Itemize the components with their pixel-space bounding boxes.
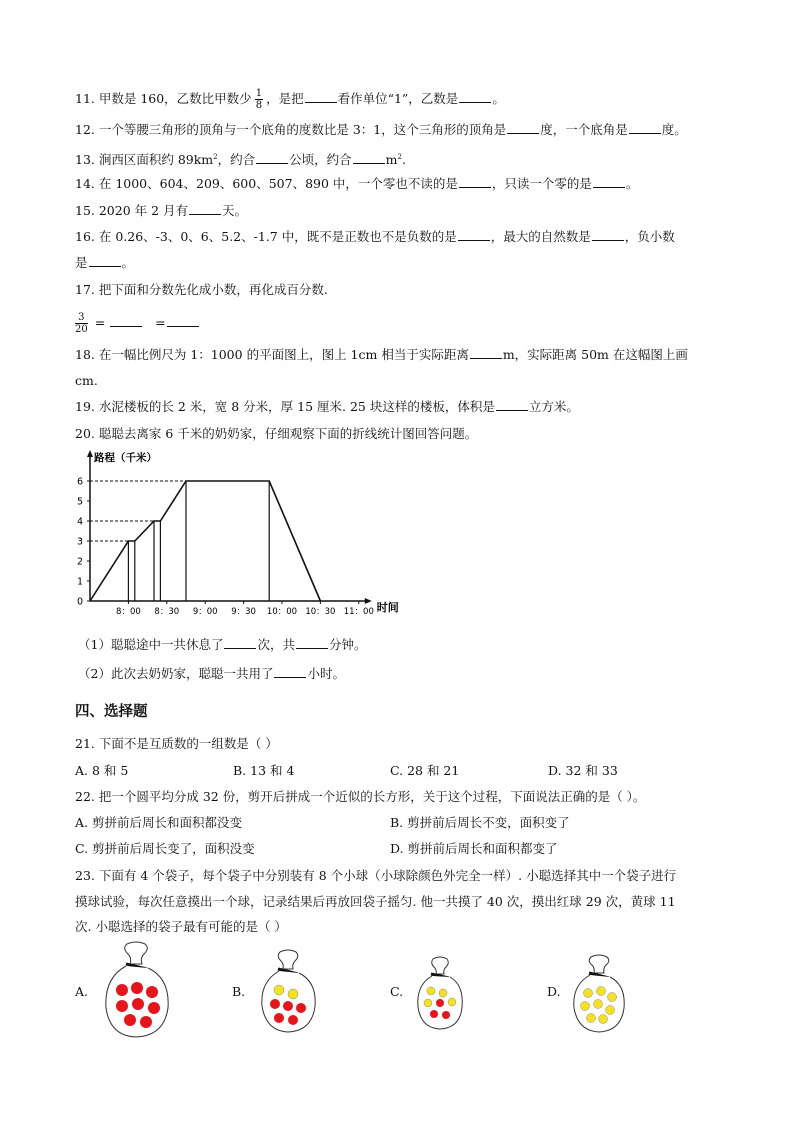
red-ball <box>116 1000 128 1012</box>
q22-option-c[interactable]: C. 剪拼前后周长变了，面积没变 <box>75 841 255 856</box>
answer-blank[interactable] <box>459 175 491 188</box>
question-22: 22. 把一个圆平均分成 32 份，剪开后拼成一个近似的长方形，关于这个过程，下面说法正确的是（ ）。 <box>75 789 646 804</box>
answer-blank[interactable] <box>256 151 288 164</box>
x-tick-label: 10：00 <box>266 607 298 617</box>
red-ball <box>283 1001 293 1011</box>
x-axis-arrow <box>365 598 372 604</box>
x-tick-label: 9：30 <box>231 607 256 617</box>
x-axis-label: 时间 <box>376 601 399 614</box>
q22-option-b[interactable]: B. 剪拼前后周长不变，面积变了 <box>390 815 570 830</box>
answer-blank[interactable] <box>459 90 491 103</box>
yellow-ball <box>608 993 617 1002</box>
yellow-ball <box>584 989 593 998</box>
question-16-line2: 是 。 <box>75 255 135 270</box>
red-ball <box>296 1003 306 1013</box>
red-ball <box>270 999 280 1009</box>
red-ball <box>430 1010 438 1018</box>
red-ball <box>436 999 444 1007</box>
red-ball <box>274 1013 284 1023</box>
answer-blank[interactable] <box>496 398 528 411</box>
question-23: 23. 下面有 4 个袋子，每个袋子中分别装有 8 个小球（小球除颜色外完全一样）. 小聪选择其中一个袋子进行 <box>75 868 677 883</box>
x-tick-label: 10：30 <box>305 607 336 617</box>
q23-option-d[interactable]: D. <box>547 984 561 999</box>
distance-time-line-chart <box>72 447 452 617</box>
question-16: 16. 在 0.26、-3、0、6、5.2、-1.7 中，既不是正数也不是负数的是 ，最大的自然数是 ，负小数 <box>75 229 675 244</box>
x-tick-label: 9：00 <box>192 607 218 617</box>
answer-blank[interactable] <box>89 254 121 267</box>
q23-option-b[interactable]: B. <box>232 984 246 999</box>
yellow-ball <box>288 989 298 999</box>
fraction-one-eighth: $\frac{1}{8}$ <box>255 88 263 111</box>
q21-option-c[interactable]: C. 28 和 21 <box>390 763 460 778</box>
answer-blank[interactable] <box>507 121 539 134</box>
yellow-ball <box>448 998 456 1006</box>
y-tick-label: 5 <box>76 496 83 508</box>
q23-option-c[interactable]: C. <box>390 984 404 999</box>
red-ball <box>146 986 158 998</box>
question-20: 20. 聪聪去离家 6 千米的奶奶家，仔细观察下面的折线统计图回答问题。 <box>75 426 478 441</box>
q22-option-d[interactable]: D. 剪拼前后周长和面积都变了 <box>390 841 558 856</box>
q23-option-a[interactable]: A. <box>75 984 89 999</box>
fraction-three-twentieths: $\frac{3}{20}$ <box>75 312 88 335</box>
y-tick-label: 6 <box>76 476 83 488</box>
answer-blank[interactable] <box>593 175 625 188</box>
question-18: 18. 在一幅比例尺为 1：1000 的平面图上，图上 1cm 相当于实际距离 m，实际距离 50m 在这幅图上画 <box>75 347 688 362</box>
question-23-line2: 摸球试验，每次任意摸出一个球，记录结果后再放回袋子摇匀. 他一共摸了 40 次，摸出红球 29 次，黄球 11 <box>75 894 676 909</box>
answer-blank[interactable] <box>629 121 661 134</box>
red-ball <box>442 1011 450 1019</box>
red-ball <box>148 1002 160 1014</box>
yellow-ball <box>594 1000 603 1009</box>
y-tick-label: 1 <box>76 576 83 588</box>
answer-blank[interactable] <box>470 346 502 359</box>
answer-blank[interactable] <box>167 314 199 327</box>
answer-blank[interactable] <box>224 636 256 649</box>
answer-blank[interactable] <box>458 228 490 241</box>
yellow-ball <box>581 1002 590 1011</box>
bag-b-image[interactable] <box>257 948 319 1034</box>
question-18-line2: cm. <box>75 373 98 388</box>
yellow-ball <box>599 1015 608 1024</box>
question-23-line3: 次. 小聪选择的袋子最有可能的是（ ） <box>75 919 287 934</box>
y-tick-label: 0 <box>76 596 83 608</box>
question-17-expression: $\frac{3}{20}$ = = <box>75 312 200 335</box>
bag-a-image[interactable] <box>100 940 172 1040</box>
y-tick-label: 3 <box>76 536 83 548</box>
yellow-ball <box>424 999 432 1007</box>
section-heading-choice: 四、选择题 <box>75 704 148 720</box>
y-axis-label: 路程（千米） <box>94 452 157 464</box>
y-tick-label: 4 <box>76 516 83 528</box>
answer-blank[interactable] <box>592 228 624 241</box>
red-ball <box>124 1014 136 1026</box>
answer-blank[interactable] <box>353 151 385 164</box>
y-tick-label: 2 <box>76 556 83 568</box>
question-20-part-2: （2）此次去奶奶家，聪聪一共用了 小时。 <box>78 666 345 681</box>
q21-option-a[interactable]: A. 8 和 5 <box>75 763 129 778</box>
question-12: 12. 一个等腰三角形的顶角与一个底角的度数比是 3：1，这个三角形的顶角是 度，一个底角是 度。 <box>75 122 687 137</box>
question-20-part-1: （1）聪聪途中一共休息了 次，共 分钟。 <box>78 637 367 652</box>
yellow-ball <box>439 989 447 997</box>
red-ball <box>131 982 143 994</box>
q21-option-d[interactable]: D. 32 和 33 <box>548 763 618 778</box>
answer-blank[interactable] <box>110 314 142 327</box>
answer-blank[interactable] <box>296 636 328 649</box>
yellow-ball <box>597 987 606 996</box>
q21-option-b[interactable]: B. 13 和 4 <box>233 763 295 778</box>
x-tick-label: 11：00 <box>343 607 374 617</box>
red-ball <box>132 998 144 1010</box>
y-axis-arrow <box>87 450 93 457</box>
question-21: 21. 下面不是互质数的一组数是（ ） <box>75 736 278 751</box>
question-14: 14. 在 1000、604、209、600、507、890 中，一个零也不读的是 ，只读一个零的是 。 <box>75 176 639 191</box>
q22-option-a[interactable]: A. 剪拼前后周长和面积都没变 <box>75 815 242 830</box>
answer-blank[interactable] <box>274 665 306 678</box>
yellow-ball <box>274 985 284 995</box>
answer-blank[interactable] <box>189 202 221 215</box>
distance-series-line <box>90 481 320 601</box>
x-tick-label: 8：00 <box>116 607 141 617</box>
question-11: 11. 甲数是 160，乙数比甲数少 $\frac{1}{8}$ ，是把 看作单位“1”，乙数是 。 <box>75 88 505 111</box>
red-ball <box>288 1015 298 1025</box>
x-tick-label: 8：30 <box>154 607 180 617</box>
yellow-ball <box>606 1006 615 1015</box>
yellow-ball <box>427 987 435 995</box>
red-ball <box>140 1016 152 1028</box>
question-13: 13. 涧西区面积约 $89km^2$，约合 公顷，约合 $m^2$. <box>75 152 406 168</box>
question-19: 19. 水泥楼板的长 2 米，宽 8 分米，厚 15 厘米. 25 块这样的楼板，体积是 立方米。 <box>75 399 579 414</box>
red-ball <box>116 984 128 996</box>
bag-d-image[interactable] <box>570 953 628 1033</box>
question-17: 17. 把下面和分数先化成小数，再化成百分数. <box>75 282 328 297</box>
question-15: 15. 2020 年 2 月有 天。 <box>75 203 248 218</box>
answer-blank[interactable] <box>305 90 337 103</box>
yellow-ball <box>587 1014 596 1023</box>
bag-c-image[interactable] <box>414 955 466 1031</box>
